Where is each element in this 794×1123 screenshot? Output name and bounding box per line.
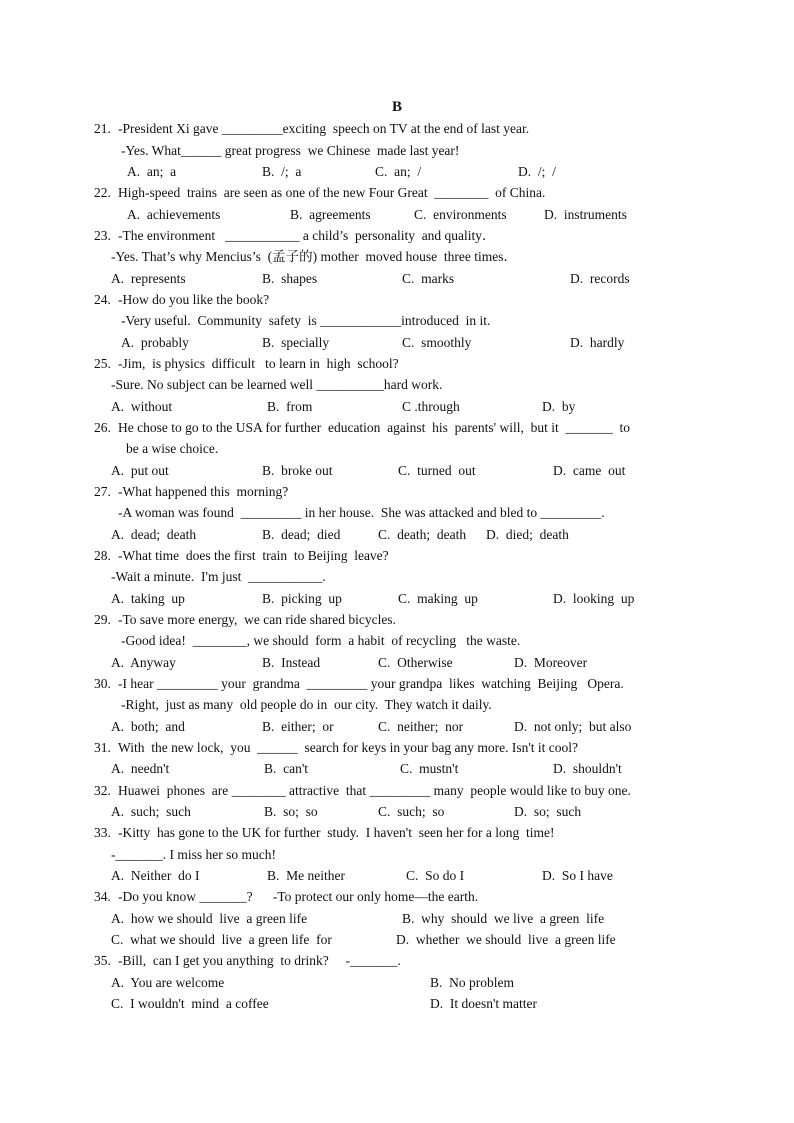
option-a[interactable]: A. achievements bbox=[127, 207, 221, 222]
option-d[interactable]: D. so; such bbox=[514, 804, 582, 819]
question-text: -Right, just as many old people do in our city. They watch it daily. bbox=[121, 697, 492, 712]
option-d[interactable]: D. So I have bbox=[542, 868, 613, 883]
option-c[interactable]: C. So do I bbox=[406, 868, 465, 883]
option-d[interactable]: D. records bbox=[570, 271, 630, 286]
question-number: 34. bbox=[94, 889, 111, 904]
option-b[interactable]: B. Me neither bbox=[267, 868, 345, 883]
option-a[interactable]: A. represents bbox=[111, 271, 186, 286]
option-a[interactable]: A. needn't bbox=[111, 761, 170, 776]
question-number: 29. bbox=[94, 612, 111, 627]
question-text: With the new lock, you ______ search for keys in your bag any more. Isn't it cool? bbox=[118, 740, 579, 755]
option-a[interactable]: A. Neither do I bbox=[111, 868, 200, 883]
question-number: 35. bbox=[94, 953, 111, 968]
option-d[interactable]: D. It doesn't matter bbox=[430, 996, 538, 1011]
option-a[interactable]: A. an; a bbox=[127, 164, 177, 179]
option-d[interactable]: D. by bbox=[542, 399, 576, 414]
question-text: -I hear _________ your grandma _________ your grandpa likes watching Beijing Opera. bbox=[118, 676, 624, 691]
question-text: -Jim, is physics difficult to learn in high school? bbox=[118, 356, 399, 371]
option-a[interactable]: A. such; such bbox=[111, 804, 191, 819]
option-b[interactable]: B. /; a bbox=[262, 164, 302, 179]
option-b[interactable]: B. why should we live a green life bbox=[402, 911, 605, 926]
option-d[interactable]: D. came out bbox=[553, 463, 626, 478]
option-d[interactable]: D. instruments bbox=[544, 207, 627, 222]
option-c[interactable]: C .through bbox=[402, 399, 460, 414]
question-number: 32. bbox=[94, 783, 111, 798]
question-text: -Yes. What______ great progress we Chinese made last year! bbox=[121, 143, 460, 158]
option-b[interactable]: B. Instead bbox=[262, 655, 321, 670]
question-text: be a wise choice. bbox=[126, 441, 219, 456]
option-b[interactable]: B. so; so bbox=[264, 804, 318, 819]
question-text: High-speed trains are seen as one of the new Four Great ________ of China. bbox=[118, 185, 546, 200]
question-text: -How do you like the book? bbox=[118, 292, 270, 307]
option-d[interactable]: D. hardly bbox=[570, 335, 625, 350]
question-text: -What time does the first train to Beijing leave? bbox=[118, 548, 389, 563]
option-a[interactable]: A. how we should live a green life bbox=[111, 911, 308, 926]
option-a[interactable]: A. dead; death bbox=[111, 527, 197, 542]
question-number: 23. bbox=[94, 228, 111, 243]
question-text: -Kitty has gone to the UK for further study. I haven't seen her for a long time! bbox=[118, 825, 555, 840]
option-d[interactable]: D. /; / bbox=[518, 164, 556, 179]
option-b[interactable]: B. can't bbox=[264, 761, 309, 776]
question-number: 30. bbox=[94, 676, 111, 691]
question-text: -What happened this morning? bbox=[118, 484, 289, 499]
option-a[interactable]: A. probably bbox=[121, 335, 189, 350]
question-number: 22. bbox=[94, 185, 111, 200]
option-c[interactable]: C. marks bbox=[402, 271, 455, 286]
question-number: 26. bbox=[94, 420, 111, 435]
option-b[interactable]: B. dead; died bbox=[262, 527, 341, 542]
section-title: B bbox=[391, 99, 402, 115]
question-text: -Wait a minute. I'm just ___________. bbox=[111, 569, 326, 584]
option-d[interactable]: D. not only; but also bbox=[514, 719, 632, 734]
option-b[interactable]: B. specially bbox=[262, 335, 330, 350]
option-c[interactable]: C. I wouldn't mind a coffee bbox=[111, 996, 269, 1011]
question-text: -_______. I miss her so much! bbox=[111, 847, 276, 862]
question-text: Huawei phones are ________ attractive that _________ many people would like to buy one. bbox=[118, 783, 631, 798]
question-text: -The environment ___________ a child’s personality and quality． bbox=[118, 228, 496, 243]
question-text: He chose to go to the USA for further education against his parents' will, but it _______ to bbox=[118, 420, 630, 435]
option-b[interactable]: B. broke out bbox=[262, 463, 333, 478]
option-b[interactable]: B. either; or bbox=[262, 719, 334, 734]
option-c[interactable]: C. making up bbox=[398, 591, 478, 606]
option-c[interactable]: C. what we should live a green life for bbox=[111, 932, 332, 947]
option-a[interactable]: A. Anyway bbox=[111, 655, 176, 670]
question-text: -Bill, can I get you anything to drink? -_______. bbox=[118, 953, 401, 968]
question-text: -Yes. That’s why Mencius’s (孟子的) mother moved house three times． bbox=[111, 249, 517, 264]
option-c[interactable]: C. turned out bbox=[398, 463, 476, 478]
option-a[interactable]: A. taking up bbox=[111, 591, 185, 606]
option-c[interactable]: C. environments bbox=[414, 207, 507, 222]
question-text: -Very useful. Community safety is ____________introduced in it. bbox=[121, 313, 491, 328]
option-d[interactable]: D. died; death bbox=[486, 527, 569, 542]
option-b[interactable]: B. from bbox=[267, 399, 313, 414]
option-d[interactable]: D. Moreover bbox=[514, 655, 588, 670]
question-text: -Do you know _______? -To protect our only home—the earth. bbox=[118, 889, 479, 904]
option-c[interactable]: C. an; / bbox=[375, 164, 422, 179]
option-c[interactable]: C. neither; nor bbox=[378, 719, 464, 734]
option-a[interactable]: A. put out bbox=[111, 463, 169, 478]
option-c[interactable]: C. smoothly bbox=[402, 335, 472, 350]
question-number: 25. bbox=[94, 356, 111, 371]
question-number: 27. bbox=[94, 484, 111, 499]
option-b[interactable]: B. shapes bbox=[262, 271, 318, 286]
option-d[interactable]: D. shouldn't bbox=[553, 761, 622, 776]
question-text: -Good idea! ________, we should form a habit of recycling the waste. bbox=[121, 633, 521, 648]
option-a[interactable]: A. You are welcome bbox=[111, 975, 225, 990]
option-c[interactable]: C. mustn't bbox=[400, 761, 459, 776]
option-c[interactable]: C. such; so bbox=[378, 804, 445, 819]
question-number: 24. bbox=[94, 292, 111, 307]
option-a[interactable]: A. both; and bbox=[111, 719, 185, 734]
option-b[interactable]: B. picking up bbox=[262, 591, 342, 606]
question-number: 21. bbox=[94, 121, 111, 136]
question-number: 31. bbox=[94, 740, 111, 755]
question-text: -President Xi gave _________exciting speech on TV at the end of last year. bbox=[118, 121, 530, 136]
option-b[interactable]: B. No problem bbox=[430, 975, 514, 990]
question-number: 33. bbox=[94, 825, 111, 840]
option-d[interactable]: D. whether we should live a green life bbox=[396, 932, 616, 947]
option-a[interactable]: A. without bbox=[111, 399, 173, 414]
question-text: -A woman was found _________ in her house. She was attacked and bled to _________. bbox=[118, 505, 605, 520]
option-b[interactable]: B. agreements bbox=[290, 207, 371, 222]
question-text: -To save more energy, we can ride shared bicycles. bbox=[118, 612, 396, 627]
question-number: 28. bbox=[94, 548, 111, 563]
option-d[interactable]: D. looking up bbox=[553, 591, 635, 606]
question-text: -Sure. No subject can be learned well __________hard work. bbox=[111, 377, 443, 392]
option-c[interactable]: C. Otherwise bbox=[378, 655, 453, 670]
option-c[interactable]: C. death; death bbox=[378, 527, 467, 542]
